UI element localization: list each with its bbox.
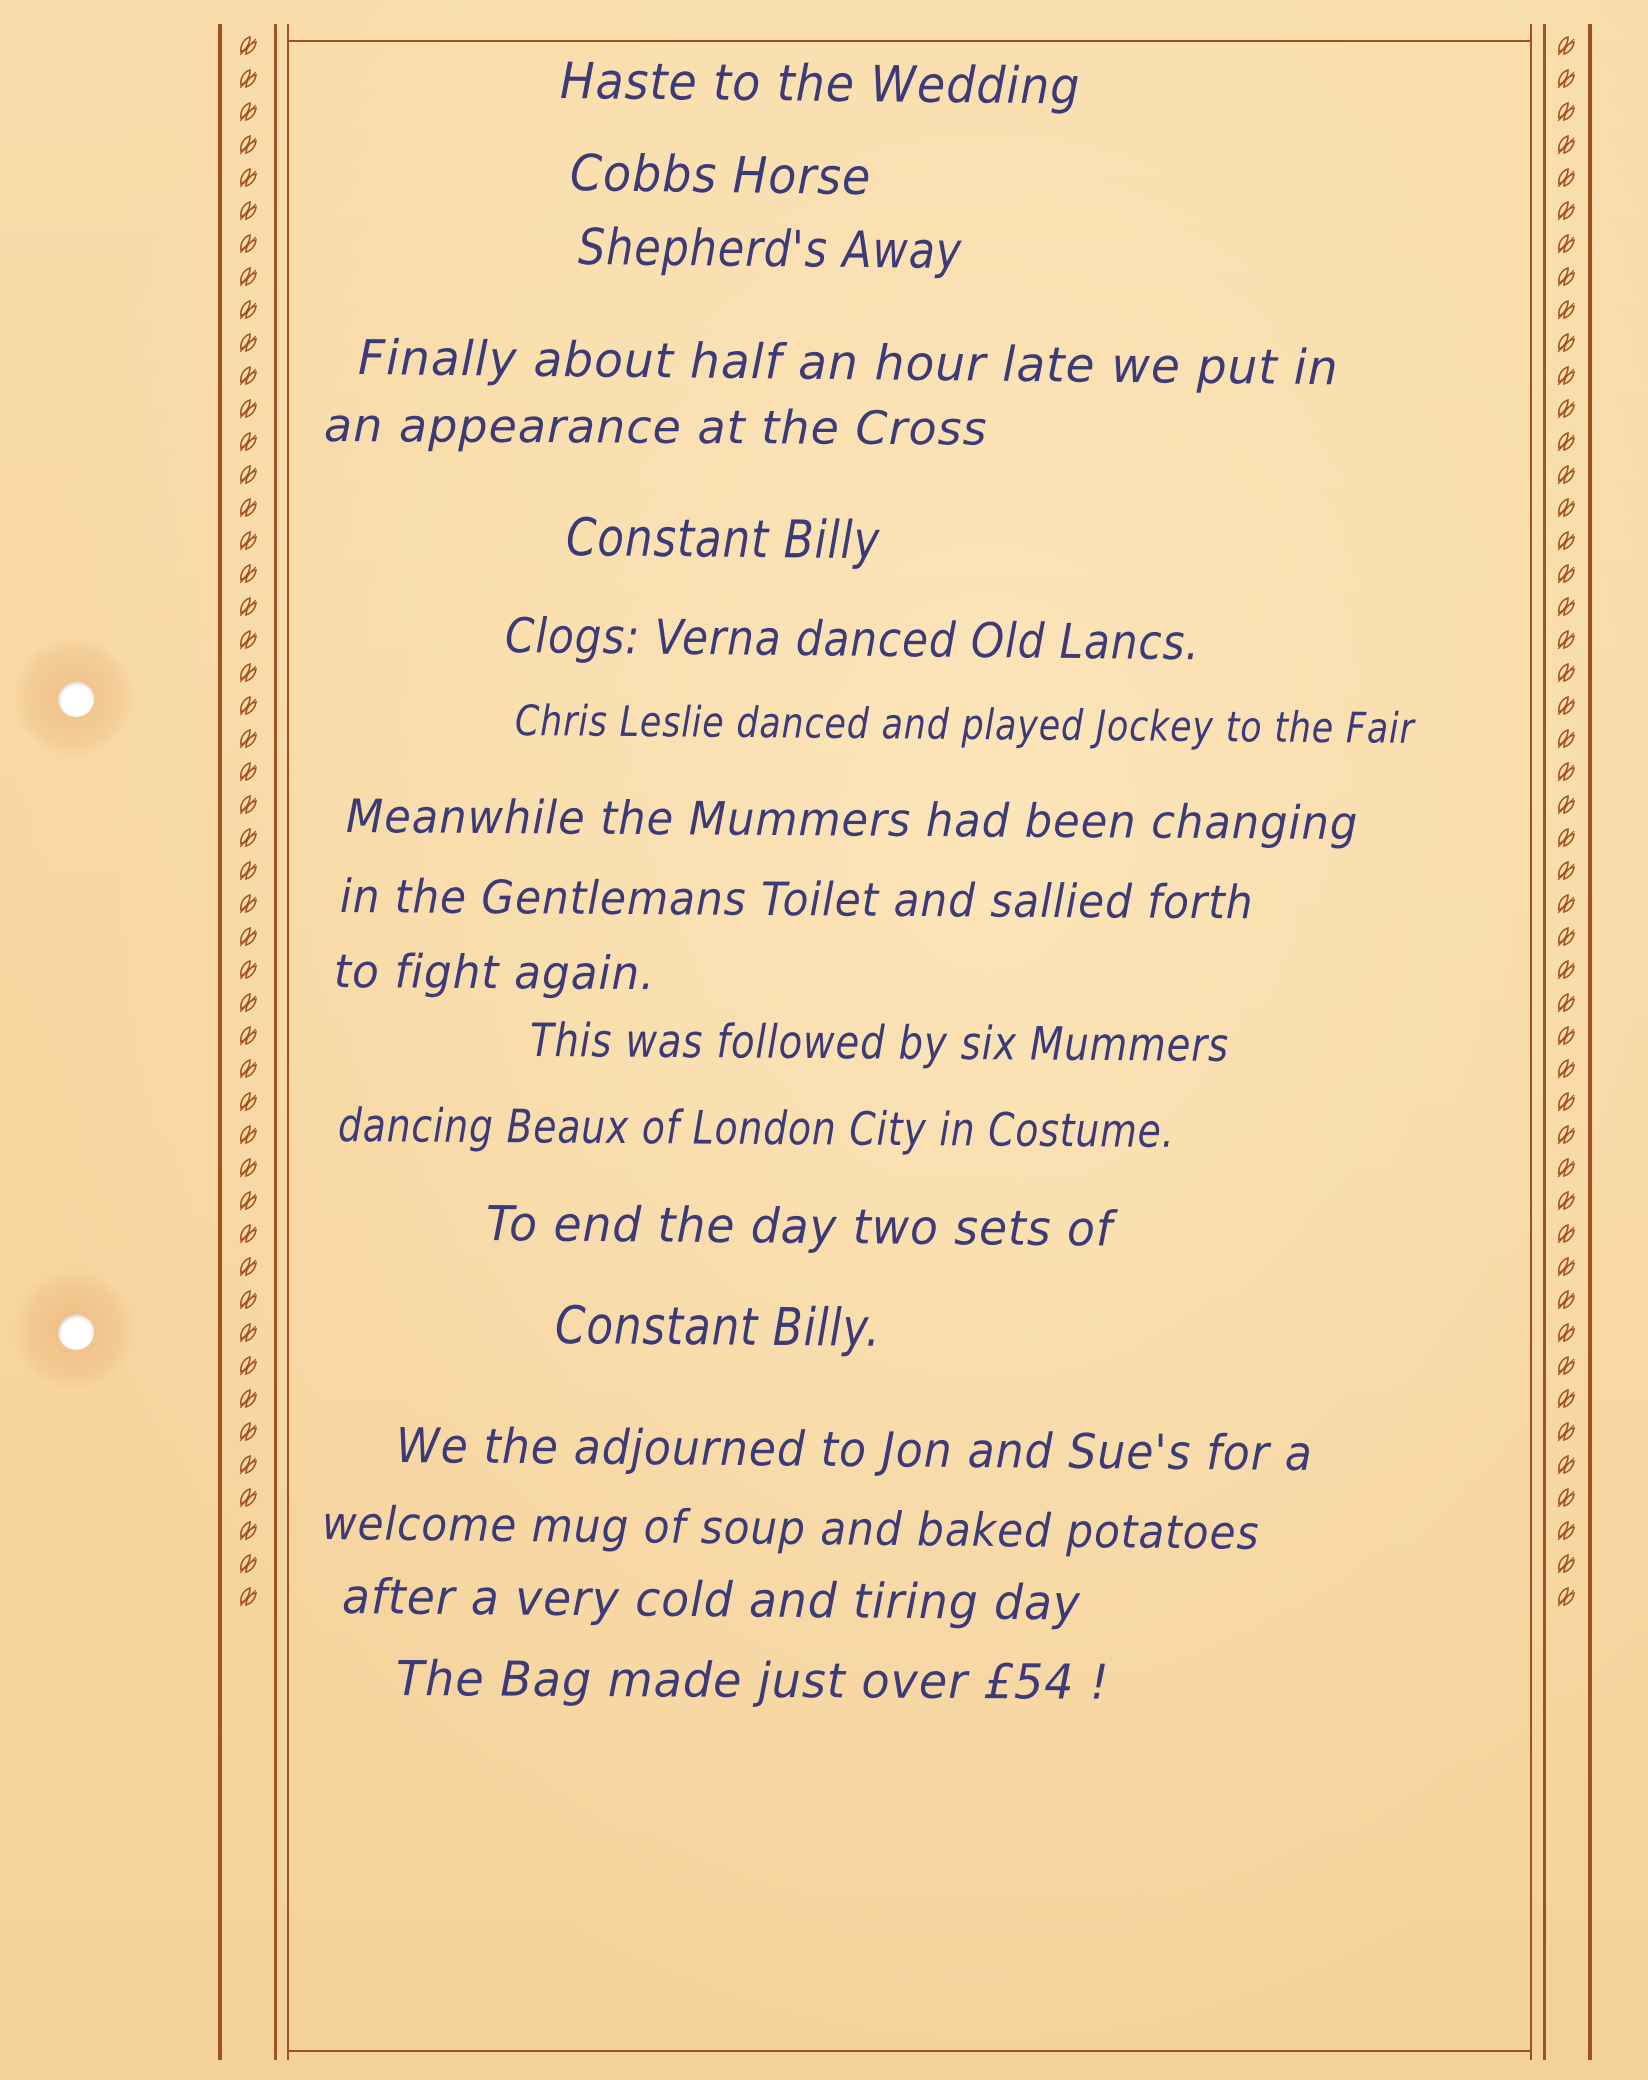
leaf-motif-icon bbox=[236, 264, 260, 288]
leaf-motif-icon bbox=[1554, 528, 1578, 552]
leaf-motif-icon bbox=[236, 1353, 260, 1377]
leaf-motif-icon bbox=[1554, 858, 1578, 882]
leaf-motif-icon bbox=[236, 1122, 260, 1146]
leaf-motif-icon bbox=[1554, 1056, 1578, 1080]
leaf-motif-icon bbox=[1554, 1155, 1578, 1179]
leaf-motif-icon bbox=[236, 528, 260, 552]
leaf-motif-icon bbox=[1554, 462, 1578, 486]
leaf-motif-icon bbox=[1554, 1287, 1578, 1311]
frame-top-rule bbox=[287, 40, 1532, 42]
frame-bottom-rule bbox=[287, 2050, 1532, 2052]
leaf-motif-icon bbox=[236, 1287, 260, 1311]
leaf-motif-icon bbox=[236, 627, 260, 651]
line-7: Clogs: Verna danced Old Lancs. bbox=[504, 608, 1201, 672]
leaf-motif-icon bbox=[236, 132, 260, 156]
left-border-inner-rule-2 bbox=[287, 24, 289, 2060]
leaf-motif-icon bbox=[236, 495, 260, 519]
line-14: To end the day two sets of bbox=[485, 1196, 1114, 1258]
line-11: to fight again. bbox=[333, 944, 656, 1001]
leaf-motif-icon bbox=[1554, 1122, 1578, 1146]
leaf-motif-icon bbox=[236, 693, 260, 717]
leaf-motif-icon bbox=[1554, 792, 1578, 816]
line-13: dancing Beaux of London City in Costume. bbox=[337, 1098, 1175, 1158]
leaf-motif-icon bbox=[1554, 1089, 1578, 1113]
leaf-motif-icon bbox=[236, 759, 260, 783]
leaf-motif-icon bbox=[236, 462, 260, 486]
leaf-motif-icon bbox=[1554, 1023, 1578, 1047]
leaf-motif-icon bbox=[236, 330, 260, 354]
leaf-motif-icon bbox=[236, 990, 260, 1014]
right-border-outer-rule bbox=[1588, 24, 1592, 2060]
leaf-motif-icon bbox=[1554, 924, 1578, 948]
leaf-motif-icon bbox=[1554, 1386, 1578, 1410]
leaf-motif-icon bbox=[1554, 165, 1578, 189]
leaf-motif-icon bbox=[1554, 1320, 1578, 1344]
leaf-motif-icon bbox=[236, 1419, 260, 1443]
line-4: Finally about half an hour late we put in bbox=[357, 330, 1339, 397]
leaf-motif-icon bbox=[1554, 429, 1578, 453]
leaf-motif-icon bbox=[236, 924, 260, 948]
leaf-motif-icon bbox=[236, 1518, 260, 1542]
leaf-motif-icon bbox=[1554, 66, 1578, 90]
line-1: Haste to the Wedding bbox=[559, 52, 1081, 116]
leaf-motif-icon bbox=[1554, 297, 1578, 321]
leaf-motif-icon bbox=[1554, 891, 1578, 915]
leaf-motif-icon bbox=[1554, 1221, 1578, 1245]
leaf-motif-icon bbox=[236, 1023, 260, 1047]
leaf-motif-icon bbox=[236, 1188, 260, 1212]
leaf-motif-icon bbox=[1554, 231, 1578, 255]
line-18: after a very cold and tiring day bbox=[341, 1569, 1082, 1632]
leaf-motif-icon bbox=[1554, 1485, 1578, 1509]
leaf-motif-icon bbox=[1554, 825, 1578, 849]
leaf-motif-icon bbox=[1554, 759, 1578, 783]
punch-hole-top bbox=[58, 681, 94, 717]
leaf-motif-icon bbox=[236, 660, 260, 684]
line-16: We the adjourned to Jon and Sue's for a bbox=[395, 1418, 1313, 1482]
leaf-motif-icon bbox=[236, 1221, 260, 1245]
right-border-inner-rule-2 bbox=[1530, 24, 1532, 2060]
leaf-motif-icon bbox=[236, 396, 260, 420]
line-17: welcome mug of soup and baked potatoes bbox=[321, 1496, 1260, 1560]
leaf-motif-icon bbox=[1554, 660, 1578, 684]
leaf-motif-icon bbox=[236, 1254, 260, 1278]
leaf-motif-icon bbox=[1554, 1518, 1578, 1542]
leaf-motif-icon bbox=[236, 198, 260, 222]
line-3: Shepherd's Away bbox=[577, 218, 963, 281]
line-5: an appearance at the Cross bbox=[323, 398, 988, 456]
leaf-motif-icon bbox=[236, 33, 260, 57]
leaf-motif-icon bbox=[1554, 693, 1578, 717]
line-6: Constant Billy bbox=[565, 508, 881, 572]
leaf-motif-icon bbox=[236, 66, 260, 90]
leaf-motif-icon bbox=[1554, 627, 1578, 651]
leaf-motif-icon bbox=[1554, 561, 1578, 585]
leaf-motif-icon bbox=[236, 726, 260, 750]
leaf-motif-icon bbox=[1554, 33, 1578, 57]
leaf-motif-icon bbox=[236, 1056, 260, 1080]
line-8: Chris Leslie danced and played Jockey to the Fair bbox=[514, 696, 1415, 753]
leaf-motif-icon bbox=[236, 99, 260, 123]
leaf-motif-icon bbox=[236, 891, 260, 915]
leaf-motif-icon bbox=[1554, 330, 1578, 354]
leaf-motif-icon bbox=[236, 1485, 260, 1509]
line-12: This was followed by six Mummers bbox=[529, 1013, 1230, 1072]
leaf-motif-icon bbox=[1554, 1254, 1578, 1278]
leaf-motif-icon bbox=[1554, 396, 1578, 420]
left-border-motif-column bbox=[234, 24, 262, 2060]
leaf-motif-icon bbox=[236, 825, 260, 849]
line-19: The Bag made just over £54 ! bbox=[395, 1651, 1110, 1711]
leaf-motif-icon bbox=[1554, 990, 1578, 1014]
leaf-motif-icon bbox=[236, 1584, 260, 1608]
leaf-motif-icon bbox=[236, 1155, 260, 1179]
leaf-motif-icon bbox=[1554, 1452, 1578, 1476]
line-2: Cobbs Horse bbox=[569, 144, 872, 207]
leaf-motif-icon bbox=[236, 429, 260, 453]
punch-hole-bottom bbox=[58, 1314, 94, 1350]
leaf-motif-icon bbox=[1554, 495, 1578, 519]
leaf-motif-icon bbox=[1554, 594, 1578, 618]
leaf-motif-icon bbox=[1554, 198, 1578, 222]
leaf-motif-icon bbox=[236, 561, 260, 585]
leaf-motif-icon bbox=[236, 792, 260, 816]
left-border-outer-rule bbox=[218, 24, 222, 2060]
leaf-motif-icon bbox=[236, 363, 260, 387]
leaf-motif-icon bbox=[1554, 363, 1578, 387]
leaf-motif-icon bbox=[236, 165, 260, 189]
leaf-motif-icon bbox=[236, 594, 260, 618]
line-15: Constant Billy. bbox=[554, 1296, 881, 1359]
leaf-motif-icon bbox=[1554, 957, 1578, 981]
leaf-motif-icon bbox=[1554, 99, 1578, 123]
left-border-inner-rule bbox=[274, 24, 277, 2060]
leaf-motif-icon bbox=[1554, 1584, 1578, 1608]
line-10: in the Gentlemans Toilet and sallied forth bbox=[339, 869, 1254, 930]
leaf-motif-icon bbox=[1554, 132, 1578, 156]
leaf-motif-icon bbox=[1554, 264, 1578, 288]
leaf-motif-icon bbox=[1554, 1188, 1578, 1212]
line-9: Meanwhile the Mummers had been changing bbox=[345, 789, 1359, 851]
leaf-motif-icon bbox=[236, 1452, 260, 1476]
leaf-motif-icon bbox=[1554, 726, 1578, 750]
leaf-motif-icon bbox=[236, 1089, 260, 1113]
leaf-motif-icon bbox=[1554, 1353, 1578, 1377]
leaf-motif-icon bbox=[1554, 1551, 1578, 1575]
leaf-motif-icon bbox=[236, 231, 260, 255]
leaf-motif-icon bbox=[236, 1386, 260, 1410]
leaf-motif-icon bbox=[236, 1551, 260, 1575]
leaf-motif-icon bbox=[1554, 1419, 1578, 1443]
leaf-motif-icon bbox=[236, 297, 260, 321]
leaf-motif-icon bbox=[236, 957, 260, 981]
right-border-motif-column bbox=[1552, 24, 1580, 2060]
leaf-motif-icon bbox=[236, 858, 260, 882]
leaf-motif-icon bbox=[236, 1320, 260, 1344]
right-border-inner-rule bbox=[1543, 24, 1546, 2060]
